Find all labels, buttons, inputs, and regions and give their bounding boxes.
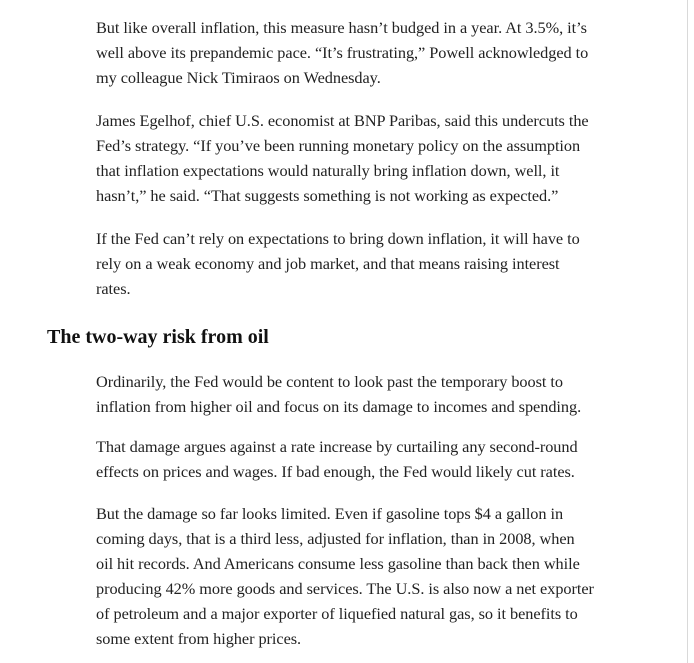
paragraph-line: producing 42% more goods and services. The U.S. is also now a net exporter (96, 579, 594, 598)
paragraph-line: that inflation expectations would naturally bring inflation down, well, it (96, 161, 560, 180)
paragraph-line: Ordinarily, the Fed would be content to look past the temporary boost to (96, 372, 563, 391)
paragraph-line: inflation from higher oil and focus on its damage to incomes and spending. (96, 397, 582, 416)
paragraph-line: Fed’s strategy. “If you’ve been running monetary policy on the assumption (96, 136, 581, 155)
paragraph-line: rates. (96, 279, 131, 298)
paragraph-line: coming days, that is a third less, adjusted for inflation, than in 2008, when (96, 529, 575, 548)
paragraph-line: oil hit records. And Americans consume less gasoline than back then while (96, 554, 580, 573)
paragraph-ordinarily (96, 369, 656, 419)
paragraph-line: James Egelhof, chief U.S. economist at BNP Paribas, said this undercuts the (96, 111, 589, 130)
paragraph-line: rely on a weak economy and job market, and that means raising interest (96, 254, 560, 273)
paragraph-egelhof-quote (96, 108, 656, 208)
section-subheading: The two-way risk from oil (47, 326, 269, 348)
paragraph-line: That damage argues against a rate increase by curtailing any second-round (96, 437, 578, 456)
paragraph-core-inflation (96, 15, 656, 90)
paragraph-line: some extent from higher prices. (96, 629, 302, 648)
paragraph-line: well above its prepandemic pace. “It’s frustrating,” Powell acknowledged to (96, 43, 589, 62)
column-divider (687, 0, 688, 663)
paragraph-line: But like overall inflation, this measure hasn’t budged in a year. At 3.5%, it’s (96, 18, 587, 37)
paragraph-line: If the Fed can’t rely on expectations to bring down inflation, it will have to (96, 229, 580, 248)
paragraph-line: hasn’t,” he said. “That suggests something is not working as expected.” (96, 186, 559, 205)
paragraph-line: effects on prices and wages. If bad enough, the Fed would likely cut rates. (96, 462, 575, 481)
paragraph-line: of petroleum and a major exporter of liquefied natural gas, so it benefits to (96, 604, 578, 623)
paragraph-line: my colleague Nick Timiraos on Wednesday. (96, 68, 381, 87)
paragraph-raising-rates (96, 226, 656, 301)
paragraph-line: But the damage so far looks limited. Even if gasoline tops $4 a gallon in (96, 504, 564, 523)
paragraph-damage (96, 434, 656, 484)
paragraph-damage-limited (96, 501, 656, 651)
